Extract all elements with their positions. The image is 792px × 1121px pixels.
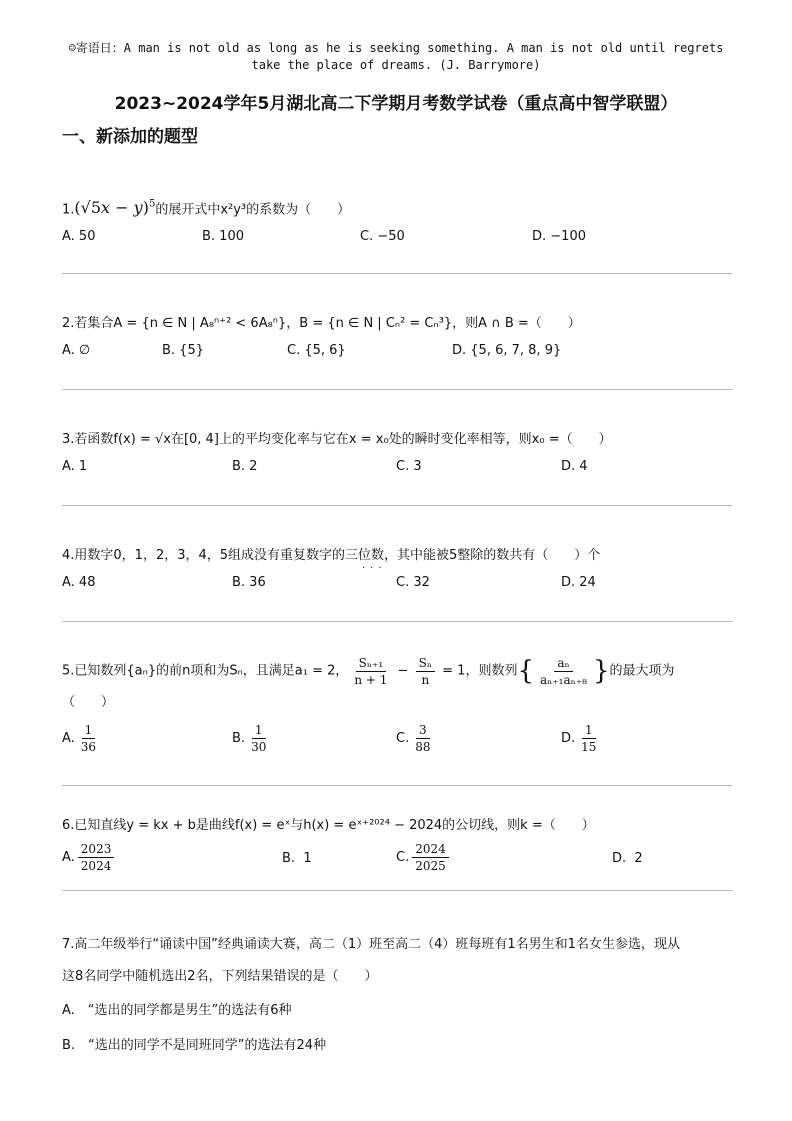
option-d[interactable]: [561, 722, 602, 755]
question-1-options: [62, 229, 732, 255]
option-a[interactable]: A. 48: [62, 575, 96, 590]
divider: [62, 785, 732, 786]
option-letter: C.: [396, 850, 410, 865]
denominator: 15: [581, 739, 597, 754]
numerator: 2024: [412, 841, 449, 858]
question-1-number: 1.: [62, 202, 75, 218]
option-d[interactable]: [612, 851, 643, 866]
option-value: 2: [634, 851, 643, 866]
question-7-line-2: 这8名同学中随机选出2名，下列结果错误的是（ ）: [62, 969, 378, 984]
fraction: [78, 841, 115, 874]
question-7: [62, 929, 732, 993]
numerator: 1: [82, 722, 96, 739]
option-c[interactable]: C. −50: [360, 229, 405, 245]
numerator: 1: [252, 722, 266, 739]
emphasis-dots: ···: [362, 563, 387, 574]
option-d[interactable]: D. 24: [561, 575, 596, 590]
question-6: [62, 815, 732, 881]
option-c[interactable]: C. 32: [396, 575, 430, 590]
question-3: [62, 429, 732, 485]
question-1: [62, 194, 732, 255]
fraction: [351, 655, 390, 688]
question-5: [62, 651, 732, 762]
divider: [62, 621, 732, 622]
option-d[interactable]: D. −100: [532, 229, 586, 245]
option-b[interactable]: [282, 851, 312, 866]
question-5-prefix: 5.已知数列{aₙ}的前n项和为Sₙ，且满足a₁ = 2，: [62, 663, 349, 679]
option-b[interactable]: [232, 722, 272, 755]
numerator: aₙ: [554, 655, 572, 672]
fraction: [537, 655, 590, 688]
option-letter: D.: [612, 851, 627, 866]
numerator: 2023: [78, 841, 115, 858]
fraction: [412, 722, 433, 755]
numerator: Sₙ: [416, 655, 435, 672]
option-a[interactable]: A. 50: [62, 229, 96, 245]
option-b[interactable]: B. 36: [232, 575, 266, 590]
option-letter: B.: [282, 851, 296, 866]
divider: [62, 273, 732, 274]
minus-sign: −: [393, 663, 413, 679]
motto-line-2: take the place of dreams. (J. Barrymore): [251, 58, 541, 72]
option-d[interactable]: D. 4: [561, 459, 588, 474]
option-c[interactable]: C. {5, 6}: [287, 343, 346, 358]
question-1-expression: $(√5x - y)^5$: [74, 198, 156, 218]
question-6-stem: 6.已知直线y = kx + b是曲线f(x) = eˣ与h(x) = eˣ⁺²⁰²⁴ − 2024的公切线，则k =（ ）: [62, 818, 595, 833]
option-b[interactable]: B. “选出的同学不是同班同学”的选法有24种: [62, 1038, 327, 1053]
question-6-options: [62, 841, 732, 881]
option-b[interactable]: B. 2: [232, 459, 258, 474]
numerator: 1: [582, 722, 596, 739]
numerator: Sₙ₊₁: [356, 655, 387, 672]
option-letter: B.: [232, 730, 246, 746]
option-a[interactable]: [62, 722, 102, 755]
divider: [62, 389, 732, 390]
denominator: n: [421, 672, 430, 687]
fraction: [416, 655, 435, 688]
question-5-stem: [62, 651, 732, 692]
fraction: [412, 841, 449, 874]
question-4-stem: 4.用数字0，1，2，3，4，5组成没有重复数字的三位数，其中能被5整除的数共有（ ）个: [62, 548, 601, 563]
section-heading: 一、新添加的题型: [62, 127, 198, 147]
denominator: n + 1: [354, 672, 388, 687]
option-a[interactable]: A. 1: [62, 459, 88, 474]
question-1-suffix: 的展开式中x²y³的系数为（ ）: [155, 202, 351, 218]
question-3-options: [62, 459, 732, 485]
question-4-options: [62, 575, 732, 601]
denominator: 2025: [415, 859, 446, 873]
option-b[interactable]: B. {5}: [162, 343, 204, 358]
question-2-options: [62, 343, 732, 369]
fraction: [578, 722, 599, 755]
denominator: 88: [415, 739, 431, 754]
question-2-stem: 2.若集合A = {n ∈ N | A₈ⁿ⁺² < 6A₈ⁿ}，B = {n ∈ N | Cₙ² = Cₙ³}，则A ∩ B =（ ）: [62, 316, 581, 331]
right-brace: }: [592, 656, 610, 686]
denominator: 30: [251, 739, 267, 754]
fraction: [248, 722, 269, 755]
question-3-stem: 3.若函数f(x) = √x在[0, 4]上的平均变化率与它在x = x₀处的瞬时变化率相等，则x₀ =（ ）: [62, 432, 612, 447]
option-letter: C.: [396, 730, 410, 746]
question-5-suffix: 的最大项为: [609, 663, 675, 679]
divider: [62, 890, 732, 891]
denominator: 36: [80, 739, 97, 754]
option-value: 1: [303, 851, 312, 866]
question-5-paren: （ ）: [62, 694, 115, 710]
option-c[interactable]: [396, 722, 437, 755]
denominator: 2024: [80, 859, 112, 873]
fraction: [78, 722, 99, 755]
option-letter: A.: [62, 730, 75, 746]
option-a[interactable]: A. “选出的同学都是男生”的选法有6种: [62, 1003, 292, 1018]
denominator: aₙ₊₁aₙ₊₈: [540, 672, 587, 687]
option-a[interactable]: A. ∅: [62, 343, 91, 358]
option-b[interactable]: B. 100: [202, 229, 244, 245]
numerator: 3: [416, 722, 430, 739]
divider: [62, 505, 732, 506]
motto: [40, 40, 752, 74]
question-5-options: [62, 722, 732, 762]
option-letter: A.: [62, 850, 75, 865]
option-c[interactable]: C. 3: [396, 459, 422, 474]
question-4: [62, 545, 732, 601]
option-c[interactable]: [396, 841, 452, 874]
page-title: 2023~2024学年5月湖北高二下学期月考数学试卷（重点高中智学联盟）: [114, 94, 678, 114]
question-5-middle: = 1，则数列: [438, 663, 518, 679]
question-7-line-1: 7.高二年级举行“诵读中国”经典诵读大赛，高二（1）班至高二（4）班每班有1名男生和1名女生参选，现从: [62, 937, 680, 952]
motto-line-1: ☺寄语日：A man is not old as long as he is seeking something. A man is not old until regrets: [68, 41, 724, 55]
option-a[interactable]: [62, 841, 117, 874]
question-1-stem: [62, 194, 732, 221]
question-2: [62, 313, 732, 369]
option-d[interactable]: D. {5, 6, 7, 8, 9}: [452, 343, 562, 358]
option-letter: D.: [561, 730, 576, 746]
left-brace: {: [517, 656, 534, 686]
